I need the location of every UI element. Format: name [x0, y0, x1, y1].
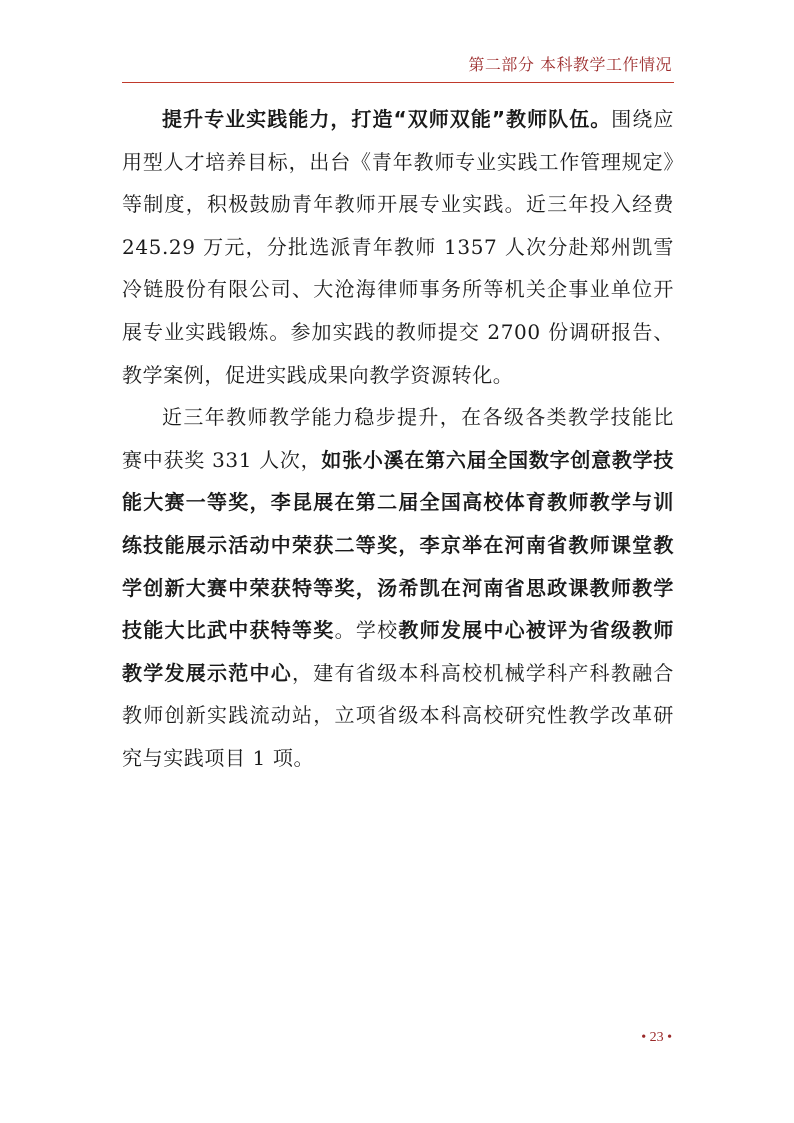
- paragraph-heading: 提升专业实践能力，打造“双师双能”教师队伍。: [162, 107, 612, 131]
- document-body: [122, 98, 674, 780]
- paragraph-teaching-ability: [122, 396, 674, 779]
- paragraph-text: 近三年教师教学能力稳步提升，在各级各类教学技能比赛中获奖 331 人次，: [122, 405, 674, 472]
- paragraph-text: 围绕应用型人才培养目标，出台《青年教师专业实践工作管理规定》等制度，积极鼓励青年教师开展专业实践。近三年投入经费 245.29 万元，分批选派青年教师 1357 人次分赴郑州凯雪冷链股份有限公司、大沧海律师事务所等机关企事业单位开展专业实践锻炼。参加实践的教师提交 2700 份调研报告、教学案例，促进实践成果向教学资源转化。: [122, 107, 674, 387]
- center-highlight: 教师发展中心被评为省级教师教学发展示范中心: [122, 618, 674, 685]
- paragraph-text: ，建有省级本科高校机械学科产科教融合教师创新实践流动站，立项省级本科高校研究性教学改革研究与实践项目 1 项。: [122, 660, 674, 770]
- header-rule: [122, 82, 674, 83]
- page-number: • 23 •: [641, 1030, 672, 1045]
- award-highlights: 如张小溪在第六届全国数字创意教学技能大赛一等奖，李昆展在第二届全国高校体育教师教学与训练技能展示活动中荣获二等奖，李京举在河南省教师课堂教学创新大赛中荣获特等奖，汤希凯在河南省思政课教师教学技能大比武中获特等奖: [122, 447, 674, 643]
- paragraph-text: 。学校: [334, 618, 399, 643]
- paragraph-teacher-practice: [122, 98, 674, 396]
- running-header: 第二部分 本科教学工作情况: [468, 55, 672, 74]
